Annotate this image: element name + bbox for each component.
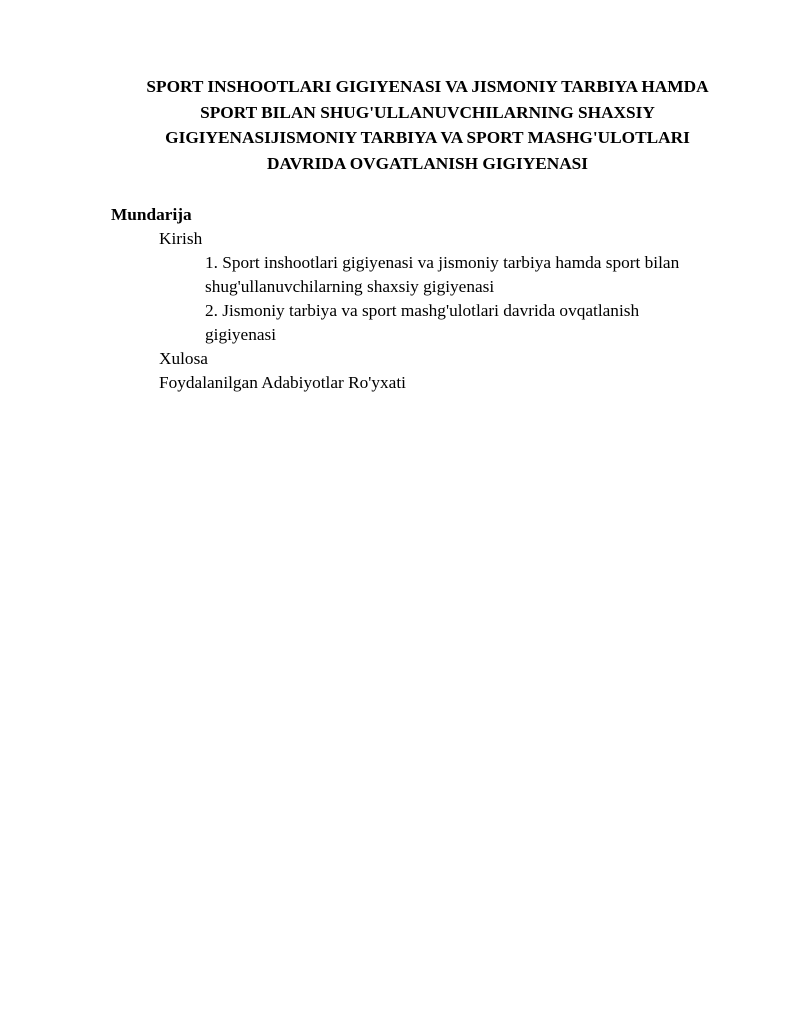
toc-entry-kirish: Kirish (159, 229, 203, 248)
toc-entry-1-line-2: shug'ullanuvchilarning shaxsiy gigiyenasi (205, 277, 495, 296)
toc-heading: Mundarija (111, 205, 192, 224)
title-line: DAVRIDA OVGATLANISH GIGIYENASI (266, 153, 589, 173)
toc-entry-xulosa: Xulosa (159, 349, 208, 368)
title-line: SPORT BILAN SHUG'ULLANUVCHILARNING SHAXSIY (200, 102, 655, 122)
document-title (110, 74, 745, 176)
toc-entry-adabiyotlar: Foydalanilgan Adabiyotlar Ro'yxati (159, 373, 406, 392)
toc-entry-2-line-1: 2. Jismoniy tarbiya va sport mashg'ulotlari davrida ovqatlanish (205, 301, 640, 320)
toc-entry-1-line-1: 1. Sport inshootlari gigiyenasi va jismoniy tarbiya hamda sport bilan (205, 253, 680, 272)
title-line: SPORT INSHOOTLARI GIGIYENASI VA JISMONIY TARBIYA HAMDA (146, 77, 709, 96)
toc-entry-2-line-2: gigiyenasi (205, 325, 277, 344)
title-line: GIGIYENASIJISMONIY TARBIYA VA SPORT MASHG'ULOTLARI (165, 128, 690, 147)
